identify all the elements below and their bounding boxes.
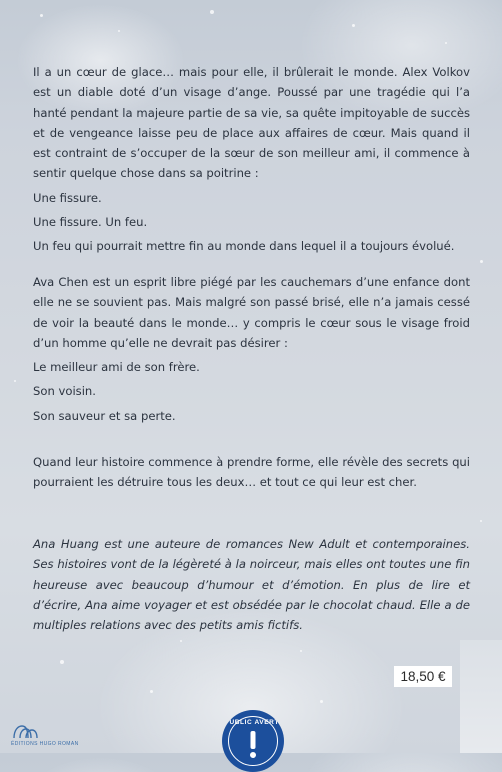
price-tag: 18,50 € <box>394 666 452 687</box>
book-blurb-part-2 <box>33 272 470 430</box>
author-bio-text: Ana Huang est une auteure de romances New Adult et contemporaines. Ses histoires vont de la légèreté à la noirceur, mais elles ont toutes une fin heureuse avec beaucoup d’humour et d’émotion. En plus de lire et d’écrire, Ana aime voyager et est obsédée par le chocolat chaud. Elle a de multiples relations avec des petits amis fictifs. <box>33 537 470 633</box>
blurb-paragraph-1: Il a un cœur de glace… mais pour elle, il brûlerait le monde. Alex Volkov est un diable doté d’un visage d’ange. Poussé par une tragédie qui l’a hanté pendant la majeure partie de sa vie, sa quête impitoyable de succès et de vengeance laisse peu de place aux affaires de cœur. Mais quand il est contraint de s’occuper de la sœur de son meilleur ami, il commence à sentir quelque chose dans sa poitrine : <box>33 65 470 181</box>
blurb-line-fissure: Une fissure. <box>33 190 102 205</box>
publisher-name: ÉDITIONS HUGO ROMAN <box>11 741 79 747</box>
blurb-line-feu: Un feu qui pourrait mettre fin au monde dans lequel il a toujours évolué. <box>33 239 455 254</box>
public-averti-badge <box>222 710 284 772</box>
exclamation-icon <box>222 710 284 772</box>
badge-label: PUBLIC AVERTI <box>224 719 282 726</box>
book-blurb-part-3 <box>33 452 470 497</box>
blurb-line-fissure-feu: Une fissure. Un feu. <box>33 215 148 230</box>
blurb-paragraph-2: Ava Chen est un esprit libre piégé par les cauchemars d’une enfance dont elle ne se souvient pas. Mais malgré son passé brisé, elle n’a jamais cessé de voir la beauté dans le monde… y compris le cœur sous le visage froid d’un homme qu’elle ne devrait pas désirer : <box>33 275 470 350</box>
barcode-area <box>460 640 502 753</box>
blurb-line-savior: Son sauveur et sa perte. <box>33 408 176 423</box>
book-blurb <box>33 62 470 261</box>
publisher-logo <box>8 716 100 753</box>
blurb-line-neighbor: Son voisin. <box>33 384 96 399</box>
blurb-line-best-friend: Le meilleur ami de son frère. <box>33 360 200 375</box>
author-bio <box>33 534 470 639</box>
blurb-paragraph-3: Quand leur histoire commence à prendre forme, elle révèle des secrets qui pourraient les détruire tous les deux… et tout ce qui leur est cher. <box>33 455 470 490</box>
